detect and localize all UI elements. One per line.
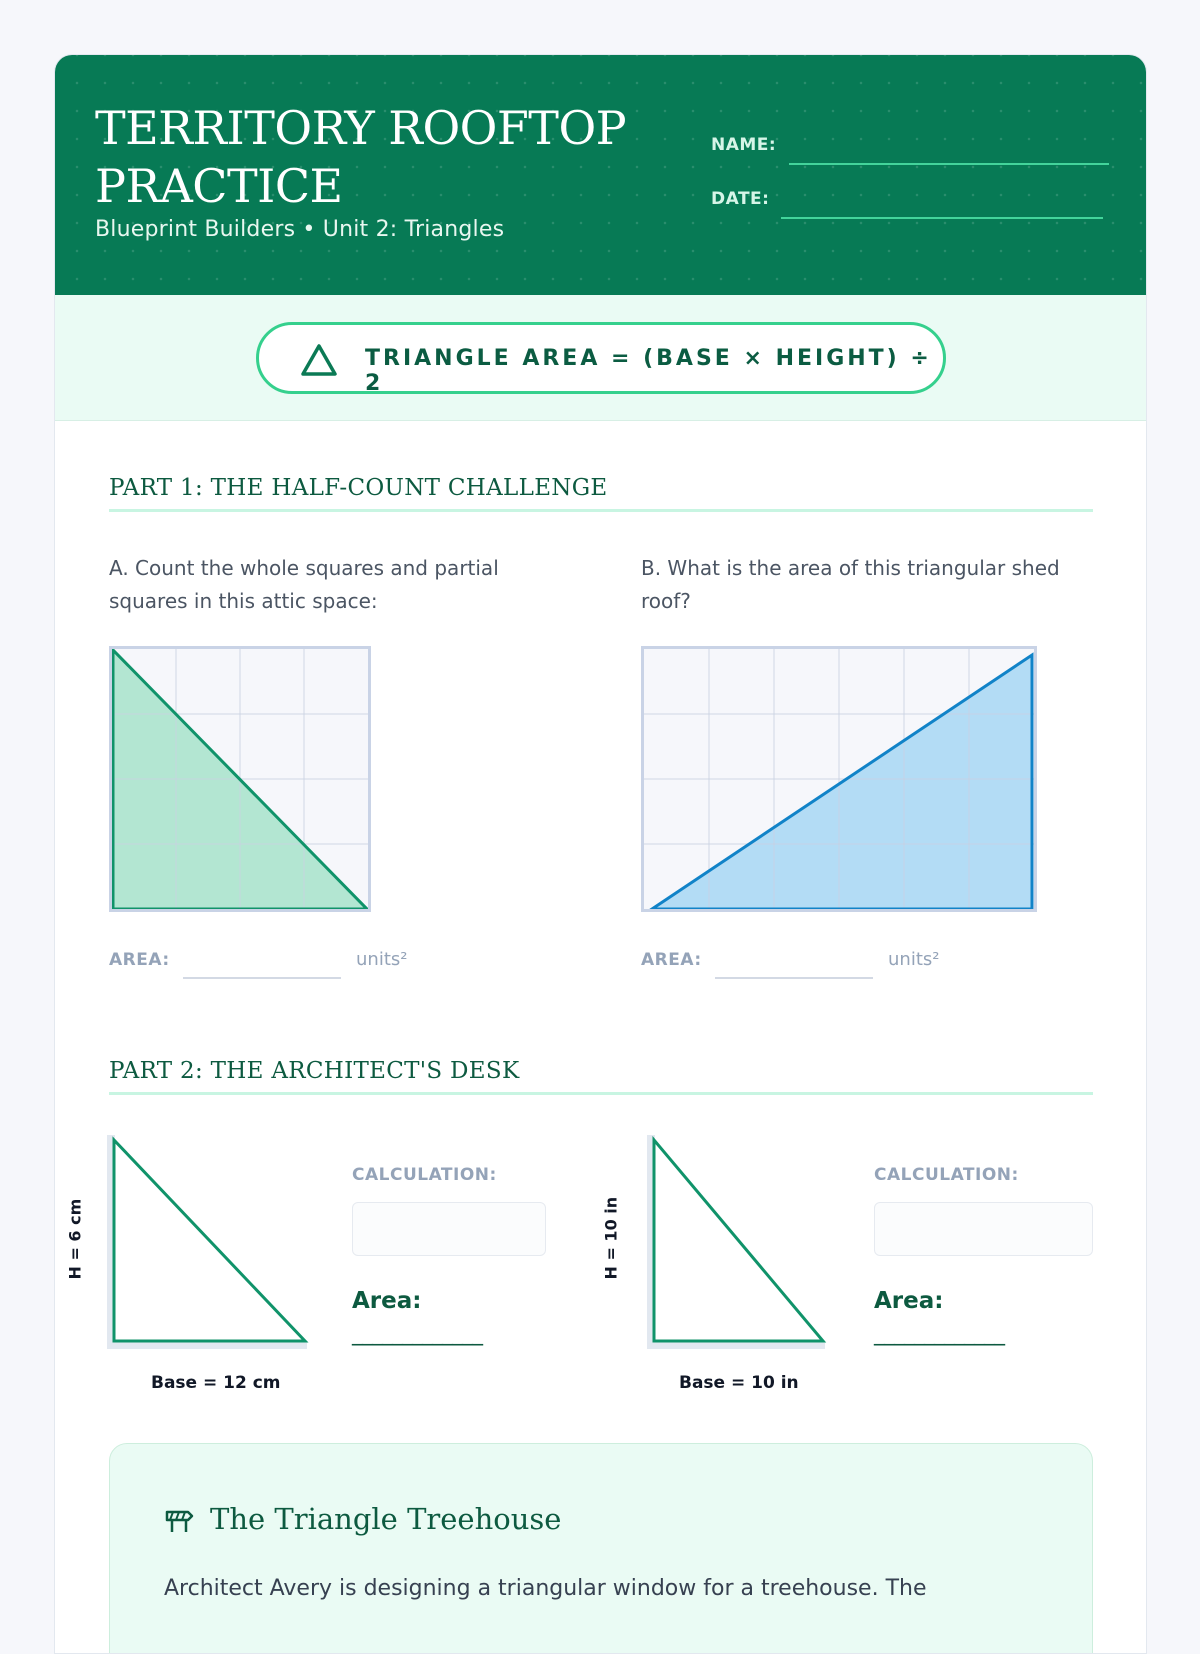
area-a-label: AREA:: [109, 950, 170, 970]
worksheet: [54, 54, 1147, 1654]
height-label-1: H = 6 cm: [65, 1198, 85, 1280]
name-field[interactable]: [789, 163, 1109, 165]
calculation-box-1[interactable]: [352, 1202, 546, 1256]
calculation-box-2[interactable]: [874, 1202, 1093, 1256]
formula-pill: [256, 322, 946, 394]
date-label: DATE:: [711, 189, 770, 209]
triangle-diagram-1: [107, 1135, 313, 1353]
worksheet-header: [55, 55, 1147, 295]
area-heading-1: Area:: [352, 1288, 422, 1314]
signpost-icon: [164, 1506, 194, 1534]
story-title: The Triangle Treehouse: [210, 1502, 562, 1536]
base-label-2: Base = 10 in: [679, 1373, 799, 1393]
question-a-prompt: A. Count the whole squares and partial squares in this attic space:: [109, 556, 499, 613]
question-b-prompt: B. What is the area of this triangular shed roof?: [641, 556, 1060, 613]
area-b-field[interactable]: [715, 977, 873, 979]
area-answer-line-1[interactable]: _____________: [352, 1321, 482, 1346]
shed-grid-drawing: [644, 649, 1034, 909]
area-a-field[interactable]: [183, 977, 341, 979]
triangle-diagram-2: [647, 1135, 831, 1353]
formula-band: [55, 295, 1147, 421]
base-label-1: Base = 12 cm: [151, 1373, 281, 1393]
area-a-unit: units²: [356, 949, 408, 970]
part2-title: PART 2: THE ARCHITECT'S DESK: [109, 1058, 520, 1084]
shed-grid: [641, 646, 1037, 912]
area-b-unit: units²: [888, 949, 940, 970]
story-text: Architect Avery is designing a triangular window for a treehouse. The: [164, 1576, 927, 1601]
attic-grid: [109, 646, 371, 912]
page-subtitle: Blueprint Builders • Unit 2: Triangles: [95, 217, 505, 242]
calc-label-1: CALCULATION:: [352, 1165, 497, 1185]
part2-rule: [109, 1092, 1093, 1095]
calc-label-2: CALCULATION:: [874, 1165, 1019, 1185]
page-title: TERRITORY ROOFTOP PRACTICE: [95, 101, 627, 213]
part1-rule: [109, 509, 1093, 512]
date-field[interactable]: [781, 217, 1103, 219]
triangle-icon: [299, 342, 339, 378]
area-b-label: AREA:: [641, 950, 702, 970]
story-card: [109, 1443, 1093, 1654]
part1-title: PART 1: THE HALF-COUNT CHALLENGE: [109, 475, 608, 501]
attic-grid-drawing: [112, 649, 368, 909]
height-label-2: H = 10 in: [601, 1196, 621, 1280]
area-heading-2: Area:: [874, 1288, 944, 1314]
name-label: NAME:: [711, 135, 777, 155]
area-answer-line-2[interactable]: _____________: [874, 1321, 1004, 1346]
formula-text: TRIANGLE AREA = (BASE × HEIGHT) ÷ 2: [365, 346, 932, 396]
